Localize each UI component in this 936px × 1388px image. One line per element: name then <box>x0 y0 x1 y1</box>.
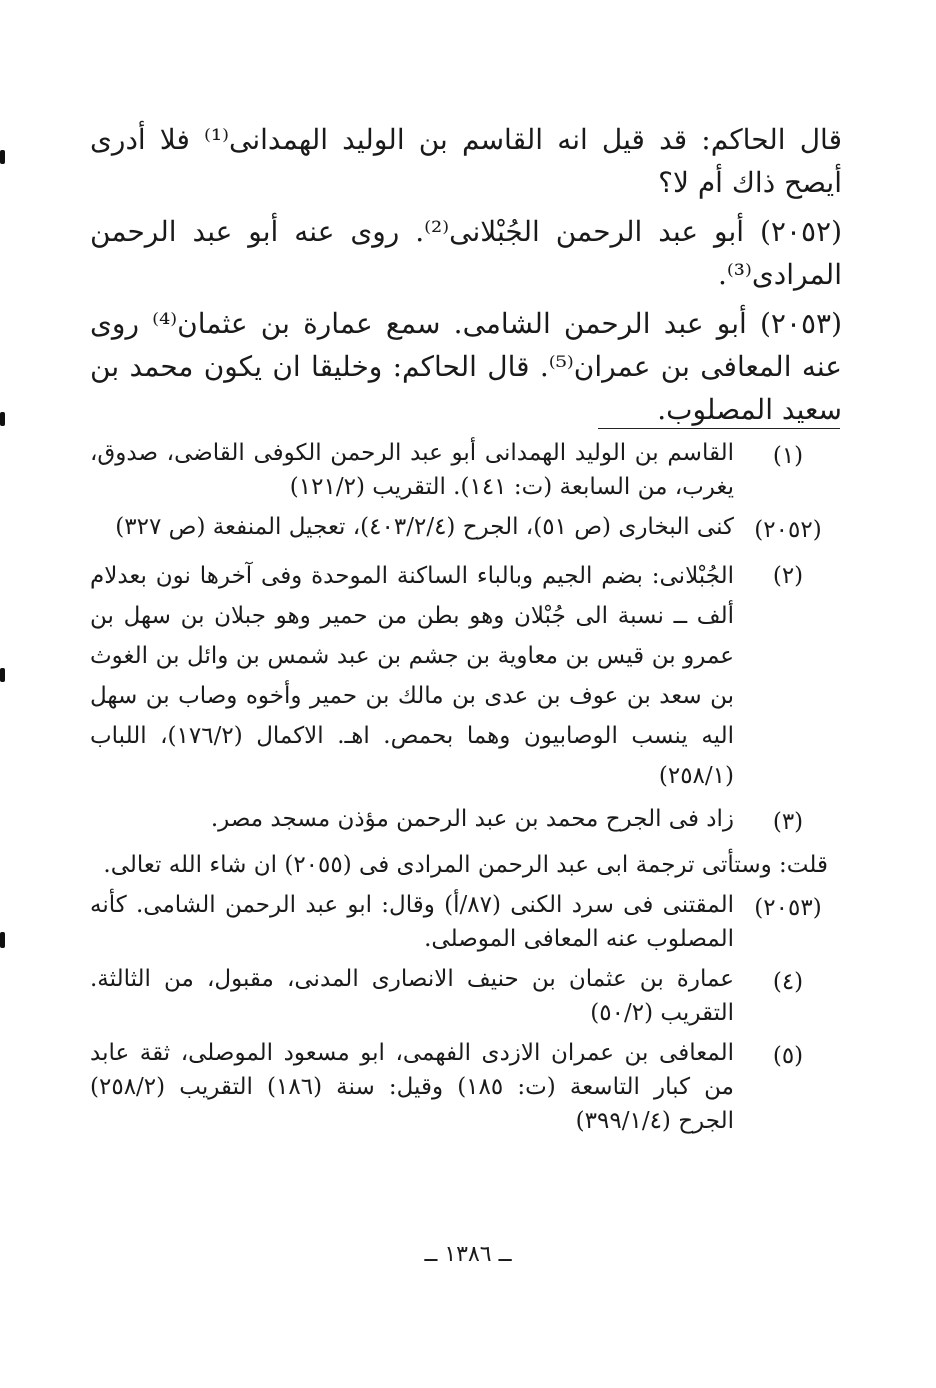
scan-edge-mark <box>0 150 5 164</box>
footnote-text: القاسم بن الوليد الهمدانى أبو عبد الرحمن الكوفى القاضى، صدوق، يغرب، من السابعة (ت: ١٤١). التقريب (١٢١/٢) <box>90 440 734 500</box>
footnote-text: المعافى بن عمران الازدى الفهمى، ابو مسعود الموصلى، ثقة عابد من كبار التاسعة (ت: ١٨٥) وقيل: سنة (١٨٦) التقريب (٢٥٨/٢) الجرح (٣٩٩/١/٤) <box>90 1040 735 1134</box>
paragraph-2052: (٢٠٥٢) أبو عبد الرحمن الجُبْلانى⁽²⁾. روى عنه أبو عبد الرحمن المرادى⁽³⁾. <box>90 215 842 291</box>
footnote-2 <box>90 556 842 796</box>
footnote-3 <box>90 802 842 842</box>
scan-edge-mark <box>0 932 5 948</box>
footnote-number: (٥) <box>772 1043 804 1069</box>
paragraph-2053: (٢٠٥٣) أبو عبد الرحمن الشامى. سمع عمارة بن عثمان⁽⁴⁾ روى عنه المعافى بن عمران⁽⁵⁾. قال الحاكم: وخليقا ان يكون محمد بن سعيد المصلوب. <box>90 307 842 426</box>
footnote-text: كنى البخارى (ص ٥١)، الجرح (٤٠٣/٢/٤)، تعجيل المنفعة (ص ٣٢٧) <box>115 514 734 540</box>
footnote-text: الجُبْلانى: بضم الجيم وبالباء الساكنة الموحدة وفى آخرها نون بعدلام ألف ــ نسبة الى جُبْلان وهو بطن من حمير وهو جبلان بن سهل بن عمرو بن قيس بن معاوية بن جشم بن عبد شمس بن وائل بن الغوث بن سعد بن عوف بن عدى بن مالك بن حمير وأخوه وصاب بن سهل اليه ينسب الوصابيون وهما بحمص. اهـ. الاكمال (١٧٦/٢)، اللباب (٢٥٨/١) <box>90 563 734 789</box>
scan-edge-mark <box>0 412 5 426</box>
footnote-2053 <box>90 888 842 956</box>
footnote-4 <box>90 962 842 1030</box>
footnote-text: عمارة بن عثمان بن حنيف الانصارى المدنى، مقبول، من الثالثة. التقريب (٥٠/٢) <box>90 966 734 1026</box>
footnote-text: زاد فى الجرح محمد بن عبد الرحمن مؤذن مسجد مصر. <box>210 806 734 832</box>
footnote-5 <box>90 1036 842 1138</box>
footnote-3-comment: قلت: وستأتى ترجمة ابى عبد الرحمن المرادى فى (٢٠٥٥) ان شاء الله تعالى. <box>103 852 828 878</box>
paragraph-hakim: قال الحاكم: قد قيل انه القاسم بن الوليد الهمدانى⁽¹⁾ فلا أدرى أيصح ذاك أم لا؟ <box>90 123 842 199</box>
footnote-text: المقتنى فى سرد الكنى (٨٧/أ) وقال: ابو عبد الرحمن الشامى. كأنه المصلوب عنه المعافى الموصلى. <box>90 892 734 952</box>
footnotes-section <box>90 436 842 1144</box>
footnote-number: (٢٠٥٢) <box>754 517 822 543</box>
footnote-2052 <box>90 510 842 550</box>
footnote-number: (٣) <box>772 809 804 835</box>
page-number: ــ ١٣٨٦ ــ <box>424 1242 512 1267</box>
main-text <box>90 118 842 437</box>
footnote-separator <box>598 428 840 429</box>
footnote-number: (١) <box>772 443 804 469</box>
footnote-1 <box>90 436 842 504</box>
footnote-number: (٤) <box>772 969 804 995</box>
footnote-number: (٢٠٥٣) <box>754 895 822 921</box>
footnote-number: (٢) <box>772 563 804 589</box>
scan-edge-mark <box>0 668 5 682</box>
